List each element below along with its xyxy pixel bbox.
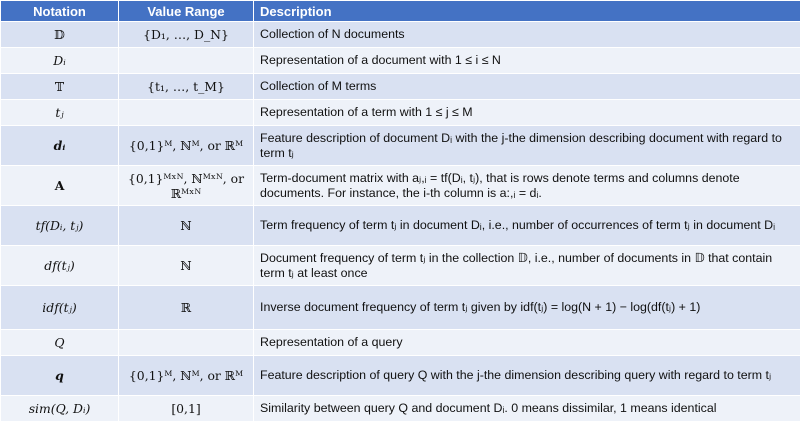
notation-cell: q bbox=[1, 356, 119, 396]
table-header-row bbox=[1, 1, 800, 22]
range-cell: ℝ bbox=[119, 286, 254, 330]
table-row bbox=[1, 74, 800, 100]
notation-cell: Q bbox=[1, 330, 119, 356]
table-row bbox=[1, 22, 800, 48]
table-row bbox=[1, 48, 800, 74]
notation-cell: idf(tⱼ) bbox=[1, 286, 119, 330]
description-cell: Representation of a query bbox=[254, 330, 800, 356]
description-cell: Representation of a document with 1 ≤ i ≤ N bbox=[254, 48, 800, 74]
description-cell: Collection of N documents bbox=[254, 22, 800, 48]
notation-cell: Dᵢ bbox=[1, 48, 119, 74]
notation-cell: sim(Q, Dᵢ) bbox=[1, 396, 119, 422]
range-cell: {0,1}ᴹˣᴺ, ℕᴹˣᴺ, or ℝᴹˣᴺ bbox=[119, 166, 254, 206]
range-cell: [0,1] bbox=[119, 396, 254, 422]
table-row bbox=[1, 396, 800, 422]
table-row bbox=[1, 286, 800, 330]
notation-cell: 𝔻 bbox=[1, 22, 119, 48]
description-cell: Term-document matrix with aⱼ,ᵢ = tf(Dᵢ, tⱼ), that is rows denote terms and columns denote documents. For instance, the i-th column is a:,ᵢ = dᵢ. bbox=[254, 166, 800, 206]
table-row bbox=[1, 126, 800, 166]
table-row bbox=[1, 166, 800, 206]
table-row bbox=[1, 246, 800, 286]
range-cell bbox=[119, 330, 254, 356]
header-notation: Notation bbox=[1, 1, 119, 22]
range-cell: {0,1}ᴹ, ℕᴹ, or ℝᴹ bbox=[119, 126, 254, 166]
description-cell: Feature description of query Q with the j-the dimension describing query with regard to term tⱼ bbox=[254, 356, 800, 396]
description-cell: Feature description of document Dᵢ with the j-the dimension describing document with regard to term tⱼ bbox=[254, 126, 800, 166]
table-row bbox=[1, 206, 800, 246]
description-cell: Collection of M terms bbox=[254, 74, 800, 100]
range-cell: ℕ bbox=[119, 246, 254, 286]
notation-cell: 𝕋 bbox=[1, 74, 119, 100]
range-cell: {t₁, …, t_M} bbox=[119, 74, 254, 100]
description-cell: Inverse document frequency of term tⱼ given by idf(tⱼ) = log(N + 1) − log(df(tⱼ) + 1) bbox=[254, 286, 800, 330]
description-cell: Term frequency of term tⱼ in document Dᵢ, i.e., number of occurrences of term tⱼ in document Dᵢ bbox=[254, 206, 800, 246]
description-cell: Similarity between query Q and document Dᵢ. 0 means dissimilar, 1 means identical bbox=[254, 396, 800, 422]
notation-cell: tⱼ bbox=[1, 100, 119, 126]
description-cell: Document frequency of term tⱼ in the collection 𝔻, i.e., number of documents in 𝔻 that contain term tⱼ at least once bbox=[254, 246, 800, 286]
table-row bbox=[1, 356, 800, 396]
range-cell bbox=[119, 48, 254, 74]
notation-cell: dᵢ bbox=[1, 126, 119, 166]
description-cell: Representation of a term with 1 ≤ j ≤ M bbox=[254, 100, 800, 126]
range-cell: {D₁, …, D_N} bbox=[119, 22, 254, 48]
notation-cell: tf(Dᵢ, tⱼ) bbox=[1, 206, 119, 246]
range-cell: {0,1}ᴹ, ℕᴹ, or ℝᴹ bbox=[119, 356, 254, 396]
range-cell: ℕ bbox=[119, 206, 254, 246]
notation-cell: A bbox=[1, 166, 119, 206]
notation-cell: df(tⱼ) bbox=[1, 246, 119, 286]
header-description: Description bbox=[254, 1, 800, 22]
range-cell bbox=[119, 100, 254, 126]
table-row bbox=[1, 100, 800, 126]
table-row bbox=[1, 330, 800, 356]
header-value-range: Value Range bbox=[119, 1, 254, 22]
